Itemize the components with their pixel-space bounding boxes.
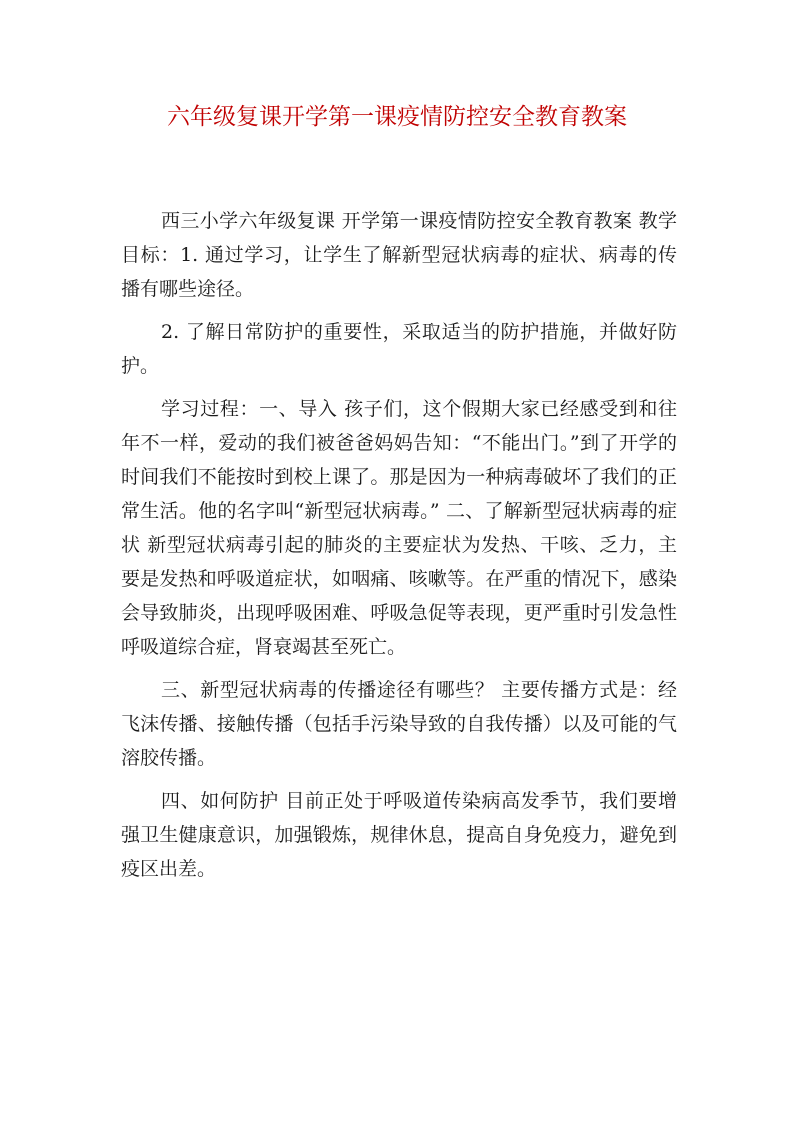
paragraph-protection: 四、如何防护 目前正处于呼吸道传染病高发季节，我们要增强卫生健康意识，加强锻炼，规律休息，提高自身免疫力，避免到疫区出差。: [121, 790, 677, 880]
paragraph-objectives: 西三小学六年级复课 开学第一课疫情防控安全教育教案 教学目标：1. 通过学习，让学生了解新型冠状病毒的症状、病毒的传播有哪些途径。: [121, 210, 677, 300]
paragraph-process: 学习过程：一、导入 孩子们，这个假期大家已经感受到和往年不一样，爱动的我们被爸爸妈妈告知：“不能出门。”到了开学的时间我们不能按时到校上课了。那是因为一种病毒破坏了我们的正常生活。他的名字叫“新型冠状病毒。” 二、了解新型冠状病毒的症状 新型冠状病毒引起的肺炎的主要症状为发热、干咳、乏力，主要是发热和呼吸道症状，如咽痛、咳嗽等。在严重的情况下，感染会导致肺炎，出现呼吸困难、呼吸急促等表现，更严重时引发急性呼吸道综合症，肾衰竭甚至死亡。: [121, 398, 677, 658]
document-title: 六年级复课开学第一课疫情防控安全教育教案: [167, 104, 627, 130]
paragraph-objective-2: 2. 了解日常防护的重要性，采取适当的防护措施，并做好防护。: [121, 321, 677, 377]
document-body: [121, 204, 677, 895]
paragraph-transmission: 三、新型冠状病毒的传播途径有哪些？ 主要传播方式是：经飞沫传播、接触传播（包括手污染导致的自我传播）以及可能的气溶胶传播。: [121, 679, 677, 769]
